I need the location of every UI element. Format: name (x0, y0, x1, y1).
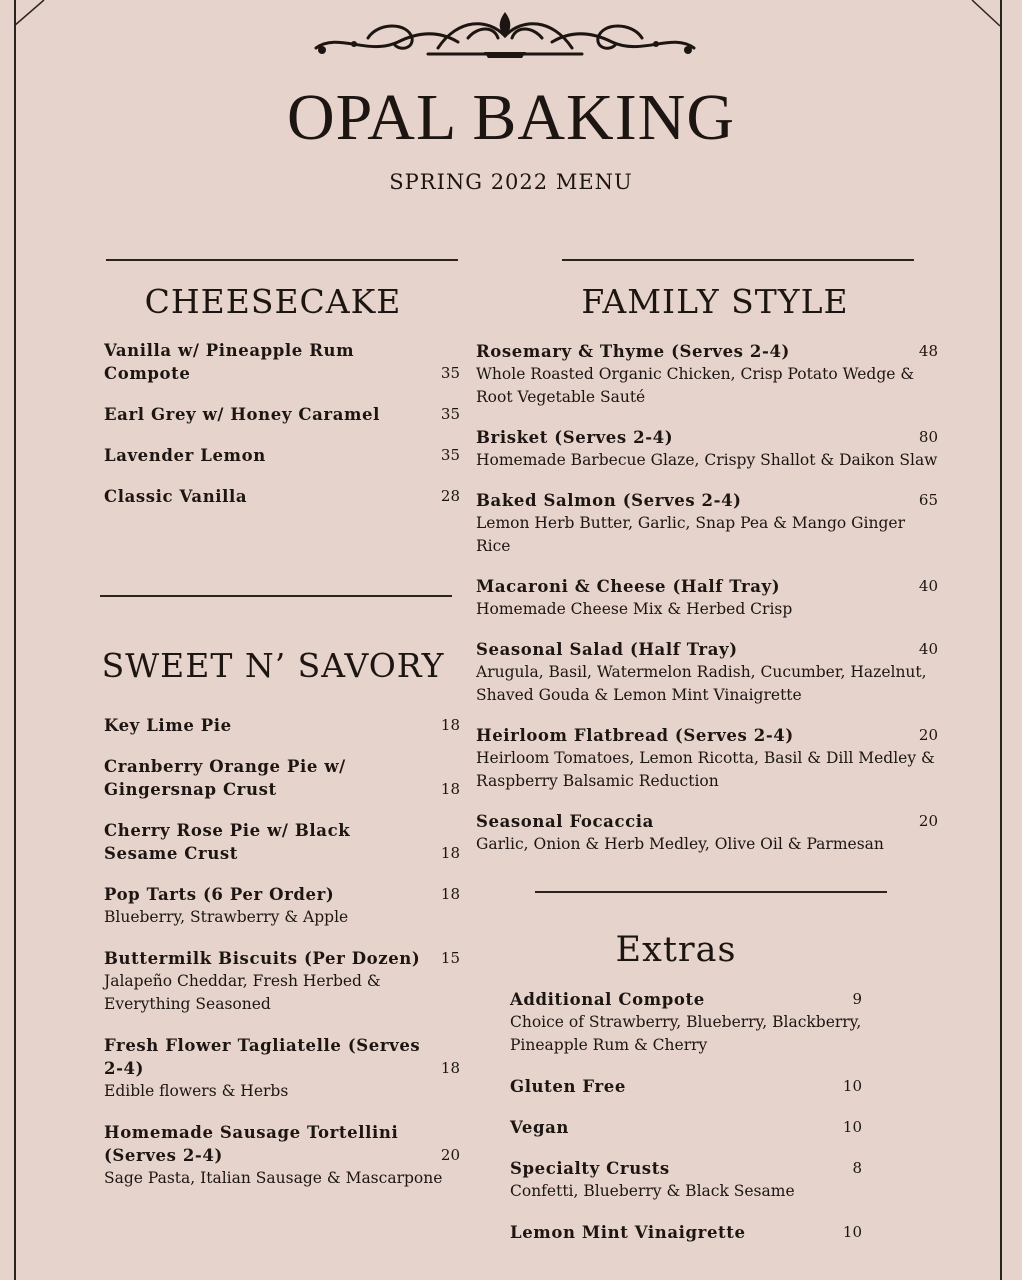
item-name: Rosemary & Thyme (Serves 2-4) (476, 342, 790, 361)
item-name: Buttermilk Biscuits (Per Dozen) (104, 949, 421, 968)
item-price: 9 (852, 990, 862, 1008)
menu-item (476, 724, 938, 793)
item-name: Additional Compote (510, 990, 705, 1009)
item-price: 20 (918, 726, 938, 744)
menu-item (104, 714, 460, 737)
menu-item (510, 1221, 862, 1244)
item-name: Lemon Mint Vinaigrette (510, 1223, 746, 1242)
item-name: Vanilla w/ Pineapple Rum Compote (104, 341, 355, 383)
item-name: Heirloom Flatbread (Serves 2-4) (476, 726, 794, 745)
item-price: 28 (440, 487, 460, 505)
menu-subtitle: SPRING 2022 MENU (389, 170, 633, 194)
item-name: Cherry Rose Pie w/ Black Sesame Crust (104, 821, 351, 863)
item-name: Brisket (Serves 2-4) (476, 428, 674, 447)
divider-extras (535, 891, 887, 893)
divider-family-style (562, 259, 914, 261)
item-name: Vegan (510, 1118, 570, 1137)
section-title-family-style: FAMILY STYLE (581, 282, 849, 321)
menu-item (476, 638, 938, 707)
item-name: Lavender Lemon (104, 446, 266, 465)
item-description: Choice of Strawberry, Blueberry, Blackberry, Pineapple Rum & Cherry (510, 1013, 862, 1054)
item-name: Gluten Free (510, 1077, 626, 1096)
item-name: Homemade Sausage Tortellini (Serves 2-4) (104, 1123, 399, 1165)
item-description: Homemade Barbecue Glaze, Crispy Shallot & Daikon Slaw (476, 451, 938, 469)
item-name: Fresh Flower Tagliatelle (Serves 2-4) (104, 1036, 421, 1078)
corner-ornament-right (942, 0, 1002, 40)
menu-item (476, 426, 938, 472)
item-price: 40 (918, 577, 938, 595)
item-price: 65 (918, 491, 938, 509)
menu-item (510, 1116, 862, 1139)
item-description: Heirloom Tomatoes, Lemon Ricotta, Basil & Dill Medley & Raspberry Balsamic Reduction (476, 749, 935, 790)
divider-cheesecake (106, 259, 458, 261)
item-name: Specialty Crusts (510, 1159, 670, 1178)
menu-item (510, 988, 862, 1057)
item-price: 18 (440, 885, 460, 903)
item-description: Edible flowers & Herbs (104, 1082, 289, 1100)
menu-item (104, 819, 460, 865)
item-description: Sage Pasta, Italian Sausage & Mascarpone (104, 1169, 443, 1187)
item-name: Seasonal Focaccia (476, 812, 654, 831)
item-description: Confetti, Blueberry & Black Sesame (510, 1182, 795, 1200)
item-price: 35 (440, 446, 460, 464)
menu-item (104, 1034, 460, 1103)
item-name: Pop Tarts (6 Per Order) (104, 885, 335, 904)
extras-list (510, 988, 862, 1244)
item-name: Baked Salmon (Serves 2-4) (476, 491, 742, 510)
section-title-cheesecake: CHEESECAKE (144, 282, 402, 321)
item-description: Whole Roasted Organic Chicken, Crisp Potato Wedge & Root Vegetable Sauté (476, 365, 915, 406)
item-name: Seasonal Salad (Half Tray) (476, 640, 738, 659)
menu-item (104, 947, 460, 1016)
menu-item (104, 1121, 460, 1190)
item-price: 8 (852, 1159, 862, 1177)
flourish-ornament-icon (308, 8, 702, 64)
item-price: 20 (440, 1146, 460, 1164)
item-description: Arugula, Basil, Watermelon Radish, Cucumber, Hazelnut, Shaved Gouda & Lemon Mint Vinaigrette (476, 663, 927, 704)
item-description: Blueberry, Strawberry & Apple (104, 908, 349, 926)
menu-item (104, 444, 460, 467)
item-name: Classic Vanilla (104, 487, 248, 506)
menu-item (476, 575, 938, 621)
item-price: 35 (440, 364, 460, 382)
menu-item (104, 883, 460, 929)
item-description: Homemade Cheese Mix & Herbed Crisp (476, 600, 793, 618)
corner-ornament-left (14, 0, 74, 40)
sweet-savory-list (104, 714, 460, 1190)
item-price: 18 (440, 844, 460, 862)
item-description: Jalapeño Cheddar, Fresh Herbed & Everything Seasoned (104, 972, 381, 1013)
item-name: Cranberry Orange Pie w/ Gingersnap Crust (104, 757, 346, 799)
item-description: Garlic, Onion & Herb Medley, Olive Oil & Parmesan (476, 835, 884, 853)
item-price: 35 (440, 405, 460, 423)
item-price: 10 (842, 1223, 862, 1241)
cheesecake-list (104, 339, 460, 508)
item-name: Macaroni & Cheese (Half Tray) (476, 577, 781, 596)
item-price: 10 (842, 1118, 862, 1136)
section-title-sweet-savory: SWEET N’ SAVORY (101, 646, 445, 685)
item-price: 80 (918, 428, 938, 446)
menu-item (510, 1157, 862, 1203)
item-price: 15 (440, 949, 460, 967)
menu-item (104, 755, 460, 801)
item-price: 40 (918, 640, 938, 658)
menu-item (476, 810, 938, 856)
item-price: 18 (440, 780, 460, 798)
menu-item (476, 340, 938, 409)
menu-item (510, 1075, 862, 1098)
item-name: Earl Grey w/ Honey Caramel (104, 405, 381, 424)
item-price: 18 (440, 716, 460, 734)
divider-sweet-savory (100, 595, 452, 597)
family-style-list (476, 340, 938, 856)
item-price: 20 (918, 812, 938, 830)
item-price: 10 (842, 1077, 862, 1095)
menu-item (104, 403, 460, 426)
item-description: Lemon Herb Butter, Garlic, Snap Pea & Mango Ginger Rice (476, 514, 905, 555)
menu-item (104, 339, 460, 385)
item-name: Key Lime Pie (104, 716, 232, 735)
brand-title: OPAL BAKING (287, 81, 735, 154)
section-title-extras: Extras (615, 930, 737, 970)
menu-item (476, 489, 938, 558)
menu-item (104, 485, 460, 508)
item-price: 18 (440, 1059, 460, 1077)
item-price: 48 (918, 342, 938, 360)
